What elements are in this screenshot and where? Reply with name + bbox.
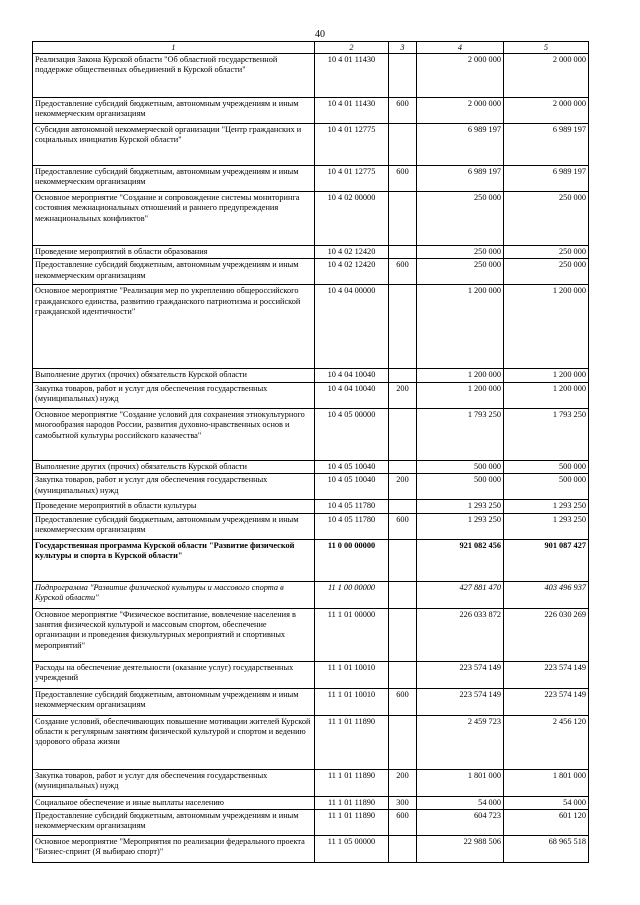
row-name-cell: Расходы на обеспечение деятельности (оказание услуг) государственных учреждений [33,661,315,688]
row-name-cell: Предоставление субсидий бюджетным, автономным учреждениям и иным некоммерческим организациям [33,166,315,192]
row-vr-cell: 600 [389,166,417,192]
row-name-cell: Государственная программа Курской области "Развитие физической культуры и спорта в Курской области" [33,539,315,581]
row-code-cell: 10 4 04 10040 [315,382,389,408]
row-vr-cell [389,124,417,166]
row-value-1-cell: 250 000 [417,246,504,259]
row-vr-cell: 200 [389,769,417,796]
row-value-1-cell: 223 574 149 [417,661,504,688]
row-code-cell: 11 1 01 11890 [315,796,389,809]
row-name-cell: Выполнение других (прочих) обязательств Курской области [33,369,315,382]
row-value-2-cell: 68 965 518 [504,836,589,863]
row-value-2-cell: 2 456 120 [504,715,589,769]
row-value-2-cell: 1 293 250 [504,513,589,539]
row-value-1-cell: 6 989 197 [417,166,504,192]
row-value-2-cell: 6 989 197 [504,166,589,192]
row-code-cell: 10 4 05 11780 [315,500,389,513]
table-row [33,474,589,500]
row-code-cell: 10 4 05 10040 [315,474,389,500]
row-name-cell: Предоставление субсидий бюджетным, автономным учреждениям и иным некоммерческим организациям [33,810,315,836]
row-value-1-cell: 2 459 723 [417,715,504,769]
row-name-cell: Закупка товаров, работ и услуг для обеспечения государственных (муниципальных) нужд [33,474,315,500]
row-name-cell: Основное мероприятие "Физическое воспитание, вовлечение населения в занятия физической культурой и массовым спортом, обеспечение организации и проведения физкультурных мероприятий и спортивных мероприятий" [33,608,315,661]
row-code-cell: 10 4 01 11430 [315,54,389,98]
row-name-cell: Закупка товаров, работ и услуг для обеспечения государственных (муниципальных) нужд [33,382,315,408]
header-col-3: 3 [389,42,417,54]
row-name-cell: Социальное обеспечение и иные выплаты населению [33,796,315,809]
row-value-1-cell: 223 574 149 [417,688,504,715]
row-code-cell: 11 1 01 11890 [315,810,389,836]
table-row [33,192,589,246]
row-value-1-cell: 500 000 [417,474,504,500]
row-value-2-cell: 6 989 197 [504,124,589,166]
row-vr-cell [389,408,417,460]
header-col-1: 1 [33,42,315,54]
table-row [33,608,589,661]
row-code-cell: 10 4 01 12775 [315,124,389,166]
row-vr-cell: 600 [389,688,417,715]
row-value-1-cell: 226 033 872 [417,608,504,661]
row-value-1-cell: 6 989 197 [417,124,504,166]
row-value-1-cell: 1 293 250 [417,513,504,539]
row-name-cell: Предоставление субсидий бюджетным, автономным учреждениям и иным некоммерческим организациям [33,688,315,715]
row-name-cell: Реализация Закона Курской области "Об областной государственной поддержке общественных объединений в Курской области" [33,54,315,98]
row-code-cell: 11 1 00 00000 [315,581,389,608]
row-value-2-cell: 500 000 [504,460,589,473]
row-code-cell: 11 0 00 00000 [315,539,389,581]
table-row [33,369,589,382]
page-number: 40 [315,29,325,40]
row-name-cell: Субсидия автономной некоммерческой организации "Центр гражданских и социальных инициатив Курской области" [33,124,315,166]
table-row [33,382,589,408]
row-value-1-cell: 250 000 [417,259,504,285]
row-name-cell: Проведение мероприятий в области образования [33,246,315,259]
row-vr-cell [389,715,417,769]
row-value-2-cell: 223 574 149 [504,688,589,715]
row-vr-cell: 200 [389,474,417,500]
header-col-2: 2 [315,42,389,54]
row-code-cell: 10 4 04 10040 [315,369,389,382]
row-vr-cell [389,661,417,688]
row-value-2-cell: 1 200 000 [504,369,589,382]
row-vr-cell: 600 [389,98,417,124]
row-vr-cell [389,192,417,246]
row-value-2-cell: 901 087 427 [504,539,589,581]
row-value-1-cell: 500 000 [417,460,504,473]
table-row [33,124,589,166]
row-code-cell: 11 1 01 10010 [315,661,389,688]
row-code-cell: 11 1 05 00000 [315,836,389,863]
row-code-cell: 10 4 02 00000 [315,192,389,246]
table-row [33,246,589,259]
table-row [33,810,589,836]
row-name-cell: Основное мероприятие "Создание условий для сохранения этнокультурного многообразия народов России, развития духовно-нравственных основ и самобытной культуры российского казачества" [33,408,315,460]
row-value-2-cell: 2 000 000 [504,98,589,124]
row-code-cell: 11 1 01 11890 [315,715,389,769]
row-name-cell: Предоставление субсидий бюджетным, автономным учреждениям и иным некоммерческим организациям [33,513,315,539]
row-vr-cell [389,581,417,608]
header-col-4: 4 [417,42,504,54]
row-value-2-cell: 1 793 250 [504,408,589,460]
row-value-1-cell: 1 793 250 [417,408,504,460]
row-value-2-cell: 601 120 [504,810,589,836]
table-row [33,836,589,863]
table-row [33,715,589,769]
table-row [33,688,589,715]
row-value-2-cell: 1 801 000 [504,769,589,796]
row-name-cell: Основное мероприятие "Реализация мер по укреплению общероссийского гражданского единства, развитию гражданского патриотизма и российской гражданской идентичности" [33,285,315,369]
table-row [33,460,589,473]
row-name-cell: Предоставление субсидий бюджетным, автономным учреждениям и иным некоммерческим организациям [33,259,315,285]
row-code-cell: 10 4 02 12420 [315,246,389,259]
row-value-2-cell: 1 293 250 [504,500,589,513]
row-value-1-cell: 1 200 000 [417,369,504,382]
row-code-cell: 10 4 05 00000 [315,408,389,460]
row-value-1-cell: 604 723 [417,810,504,836]
row-value-1-cell: 1 801 000 [417,769,504,796]
row-value-2-cell: 250 000 [504,259,589,285]
row-code-cell: 10 4 01 12775 [315,166,389,192]
row-value-2-cell: 1 200 000 [504,285,589,369]
row-vr-cell [389,539,417,581]
row-vr-cell [389,836,417,863]
table-row [33,769,589,796]
row-value-2-cell: 250 000 [504,246,589,259]
row-value-1-cell: 54 000 [417,796,504,809]
row-value-1-cell: 1 200 000 [417,382,504,408]
row-value-2-cell: 54 000 [504,796,589,809]
budget-table [32,41,589,863]
row-value-2-cell: 403 496 937 [504,581,589,608]
table-row [33,513,589,539]
row-name-cell: Подпрограмма "Развитие физической культуры и массового спорта в Курской области" [33,581,315,608]
header-col-5: 5 [504,42,589,54]
row-vr-cell [389,54,417,98]
table-row [33,581,589,608]
row-vr-cell [389,369,417,382]
row-vr-cell [389,246,417,259]
row-value-1-cell: 2 000 000 [417,98,504,124]
row-vr-cell: 200 [389,382,417,408]
row-name-cell: Выполнение других (прочих) обязательств Курской области [33,460,315,473]
table-row [33,98,589,124]
table-row [33,54,589,98]
row-code-cell: 11 1 01 10010 [315,688,389,715]
table-row [33,285,589,369]
row-name-cell: Создание условий, обеспечивающих повышение мотивации жителей Курской области к регулярным занятиям физической культурой и спортом и ведению здорового образа жизни [33,715,315,769]
row-value-2-cell: 226 030 269 [504,608,589,661]
row-vr-cell [389,460,417,473]
row-code-cell: 10 4 02 12420 [315,259,389,285]
row-vr-cell: 600 [389,513,417,539]
row-name-cell: Основное мероприятие "Мероприятия по реализации федерального проекта "Бизнес-спринт (Я выбираю спорт)" [33,836,315,863]
row-code-cell: 11 1 01 11890 [315,769,389,796]
table-row [33,796,589,809]
row-name-cell: Основное мероприятие "Создание и сопровождение системы мониторинга состояния межнациональных отношений и раннего предупреждения межнациональных конфликтов" [33,192,315,246]
row-value-2-cell: 500 000 [504,474,589,500]
row-code-cell: 10 4 05 11780 [315,513,389,539]
table-row [33,259,589,285]
table-row [33,539,589,581]
table-row [33,408,589,460]
row-vr-cell [389,285,417,369]
table-row [33,661,589,688]
row-value-1-cell: 427 881 470 [417,581,504,608]
row-vr-cell: 300 [389,796,417,809]
row-value-1-cell: 22 988 506 [417,836,504,863]
row-value-1-cell: 1 293 250 [417,500,504,513]
row-vr-cell: 600 [389,810,417,836]
table-row [33,500,589,513]
row-value-2-cell: 223 574 149 [504,661,589,688]
row-code-cell: 10 4 01 11430 [315,98,389,124]
row-code-cell: 10 4 05 10040 [315,460,389,473]
table-row [33,166,589,192]
row-name-cell: Закупка товаров, работ и услуг для обеспечения государственных (муниципальных) нужд [33,769,315,796]
row-value-1-cell: 1 200 000 [417,285,504,369]
row-value-1-cell: 921 082 456 [417,539,504,581]
row-value-2-cell: 1 200 000 [504,382,589,408]
row-name-cell: Предоставление субсидий бюджетным, автономным учреждениям и иным некоммерческим организациям [33,98,315,124]
row-code-cell: 10 4 04 00000 [315,285,389,369]
row-value-2-cell: 2 000 000 [504,54,589,98]
table-header-row [33,42,589,54]
row-name-cell: Проведение мероприятий в области культуры [33,500,315,513]
row-vr-cell [389,608,417,661]
row-value-2-cell: 250 000 [504,192,589,246]
row-value-1-cell: 2 000 000 [417,54,504,98]
row-value-1-cell: 250 000 [417,192,504,246]
row-code-cell: 11 1 01 00000 [315,608,389,661]
row-vr-cell: 600 [389,259,417,285]
row-vr-cell [389,500,417,513]
